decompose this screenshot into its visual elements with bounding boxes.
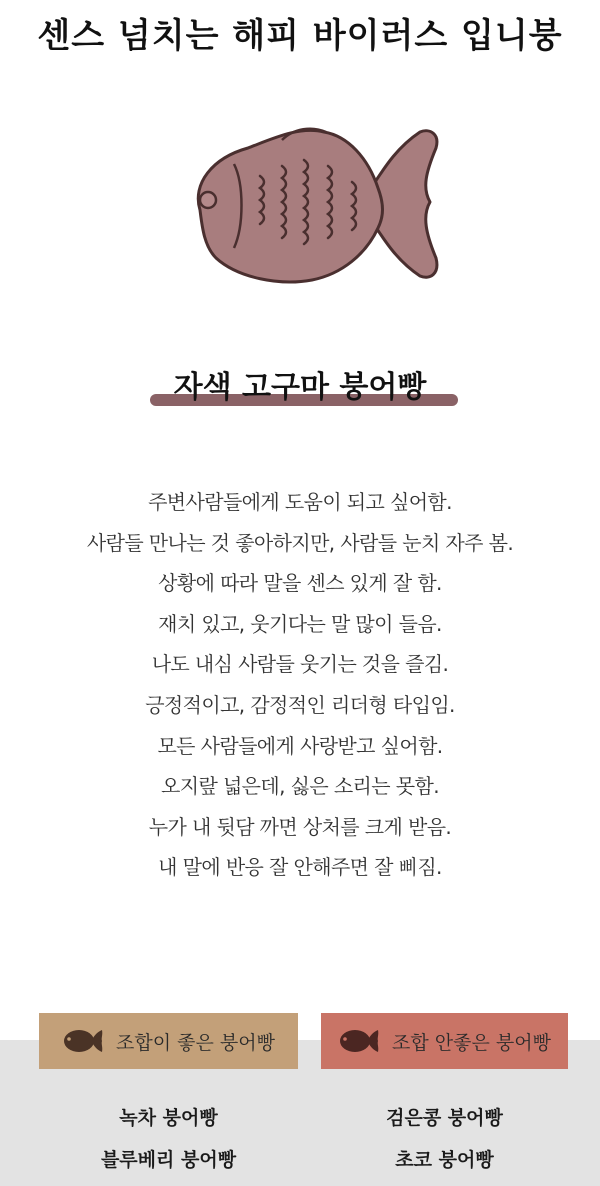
- good-match-label: [39, 1013, 298, 1069]
- bad-match-item: 초코 붕어빵: [395, 1149, 494, 1171]
- bad-match-list: [321, 1097, 568, 1181]
- bad-match-label: [321, 1013, 568, 1069]
- fish-silhouette-icon: [338, 1027, 380, 1055]
- page-title: 센스 넘치는 해피 바이러스 입니붕: [37, 16, 563, 56]
- good-match-list: [39, 1097, 298, 1181]
- type-name: 자색 고구마 붕어빵: [173, 370, 427, 405]
- trait-item: 상황에 따라 말을 센스 있게 잘 함.: [158, 571, 442, 596]
- trait-item: 내 말에 반응 잘 안해주면 잘 삐짐.: [158, 855, 442, 880]
- trait-item: 모든 사람들에게 사랑받고 싶어함.: [157, 733, 443, 758]
- taiyaki-fish-icon: [182, 118, 450, 290]
- good-match-item: 녹차 붕어빵: [119, 1107, 218, 1129]
- type-heading: [0, 360, 600, 410]
- fish-silhouette-icon: [62, 1027, 104, 1055]
- good-match-item: 블루베리 붕어빵: [100, 1149, 237, 1171]
- trait-item: 주변사람들에게 도움이 되고 싶어함.: [148, 490, 452, 514]
- trait-item: 긍정적이고, 감정적인 리더형 타입임.: [145, 692, 455, 717]
- trait-item: 사람들 만나는 것 좋아하지만, 사람들 눈치 자주 봄.: [86, 530, 514, 555]
- trait-item: 누가 내 뒷담 까면 상처를 크게 받음.: [148, 814, 452, 839]
- trait-item: 재치 있고, 웃기다는 말 많이 들음.: [158, 611, 442, 636]
- trait-list: [0, 482, 600, 888]
- bad-match-text: 조합 안좋은 붕어빵: [392, 1031, 551, 1054]
- bad-match-item: 검은콩 붕어빵: [386, 1107, 503, 1129]
- good-match-text: 조합이 좋은 붕어빵: [116, 1031, 275, 1054]
- trait-item: 나도 내심 사람들 웃기는 것을 즐김.: [151, 652, 449, 677]
- trait-item: 오지랖 넓은데, 싫은 소리는 못함.: [161, 774, 439, 799]
